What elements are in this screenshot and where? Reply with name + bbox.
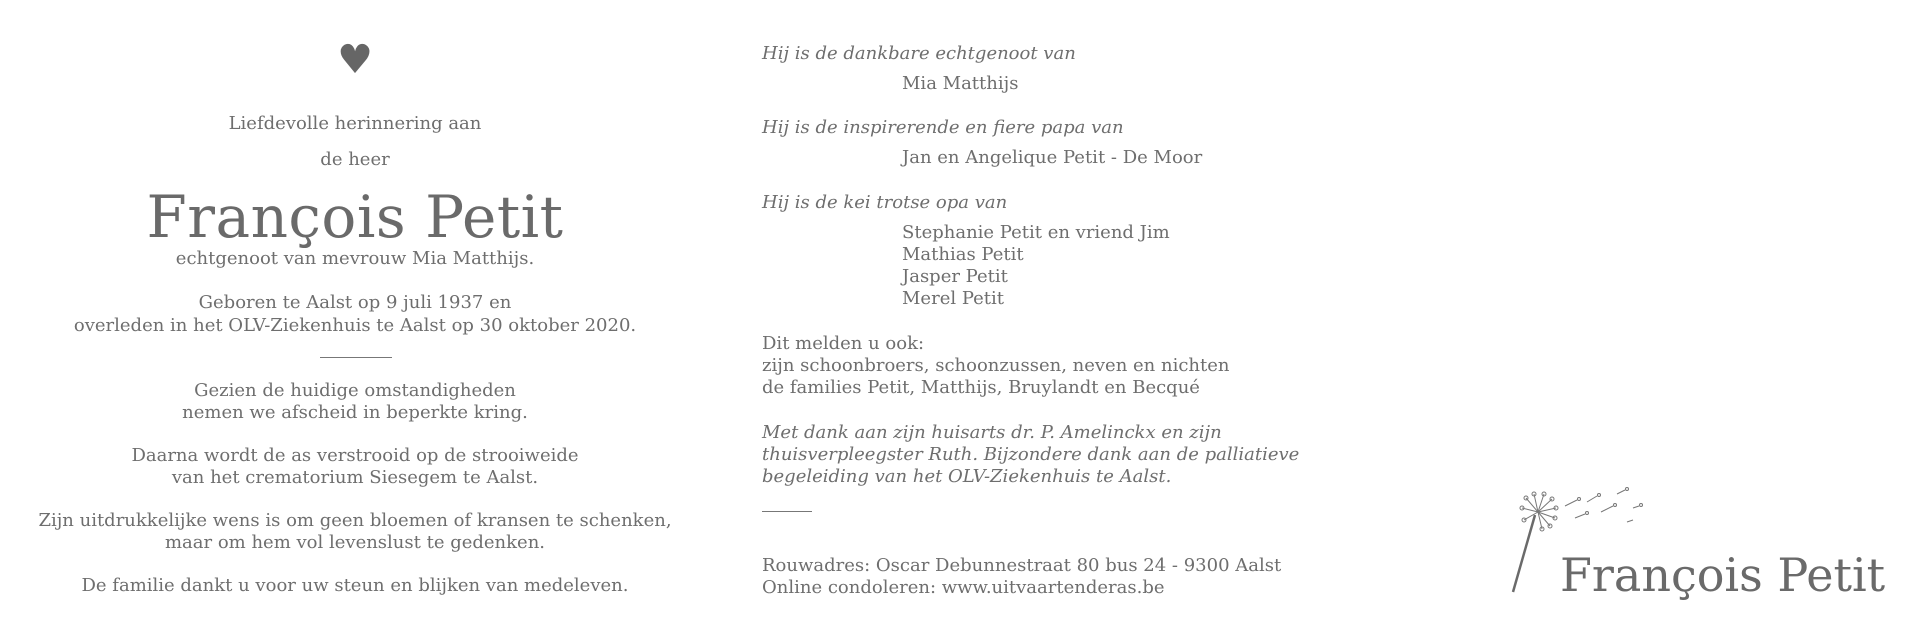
- spouse-name: Mia Matthijs: [902, 73, 1019, 94]
- circumstances-line2: nemen we afscheid in beperkte kring.: [182, 402, 528, 423]
- ashes-line2: van het crematorium Siesegem te Aalst.: [171, 467, 539, 488]
- spouse-heading: Hij is de dankbare echtgenoot van: [762, 43, 1076, 64]
- thanks-line1: Met dank aan zijn huisarts dr. P. Amelinckx en zijn: [762, 422, 1222, 443]
- heart-icon: ♥: [337, 37, 373, 83]
- address-text: Rouwadres: Oscar Debunnestraat 80 bus 24 - 9300 Aalst: [762, 555, 1282, 576]
- family-thanks: De familie dankt u voor uw steun en blijken van medeleven.: [81, 575, 629, 596]
- grandchild-item: Merel Petit: [902, 288, 1004, 309]
- salutation-text: de heer: [320, 149, 390, 170]
- children-heading: Hij is de inspirerende en fiere papa van: [762, 117, 1124, 138]
- children-names: Jan en Angelique Petit - De Moor: [902, 147, 1203, 168]
- also-line1: zijn schoonbroers, schoonzussen, neven en nichten: [762, 355, 1230, 376]
- ashes-line1: Daarna wordt de as verstrooid op de strooiweide: [131, 445, 579, 466]
- grandchild-item: Stephanie Petit en vriend Jim: [902, 222, 1170, 243]
- wish-line2: maar om hem vol levenslust te gedenken.: [164, 532, 546, 553]
- thanks-line3: begeleiding van het OLV-Ziekenhuis te Aalst.: [762, 466, 1172, 487]
- wish-line1: Zijn uitdrukkelijke wens is om geen bloemen of kransen te schenken,: [38, 510, 672, 531]
- grandchildren-heading: Hij is de kei trotse opa van: [762, 192, 1008, 213]
- intro-text: Liefdevolle herinnering aan: [228, 113, 482, 134]
- grandchild-item: Mathias Petit: [902, 244, 1024, 265]
- also-line2: de families Petit, Matthijs, Bruylandt en Becqué: [762, 377, 1200, 398]
- spouse-text: echtgenoot van mevrouw Mia Matthijs.: [175, 248, 535, 269]
- deceased-name: François Petit: [146, 183, 564, 251]
- grandchild-item: Jasper Petit: [902, 266, 1008, 287]
- born-text: Geboren te Aalst op 9 juli 1937 en: [198, 292, 512, 313]
- middle-divider: [762, 511, 812, 512]
- thanks-line2: thuisverpleegster Ruth. Bijzondere dank aan de palliatieve: [762, 444, 1300, 465]
- online-condolence[interactable]: Online condoleren: www.uitvaartenderas.be: [762, 577, 1165, 598]
- logo-name: François Petit: [1560, 548, 1886, 602]
- circumstances-line1: Gezien de huidige omstandigheden: [194, 380, 516, 401]
- also-heading: Dit melden u ook:: [762, 333, 925, 354]
- left-divider: [320, 357, 392, 358]
- died-text: overleden in het OLV-Ziekenhuis te Aalst op 30 oktober 2020.: [73, 315, 637, 336]
